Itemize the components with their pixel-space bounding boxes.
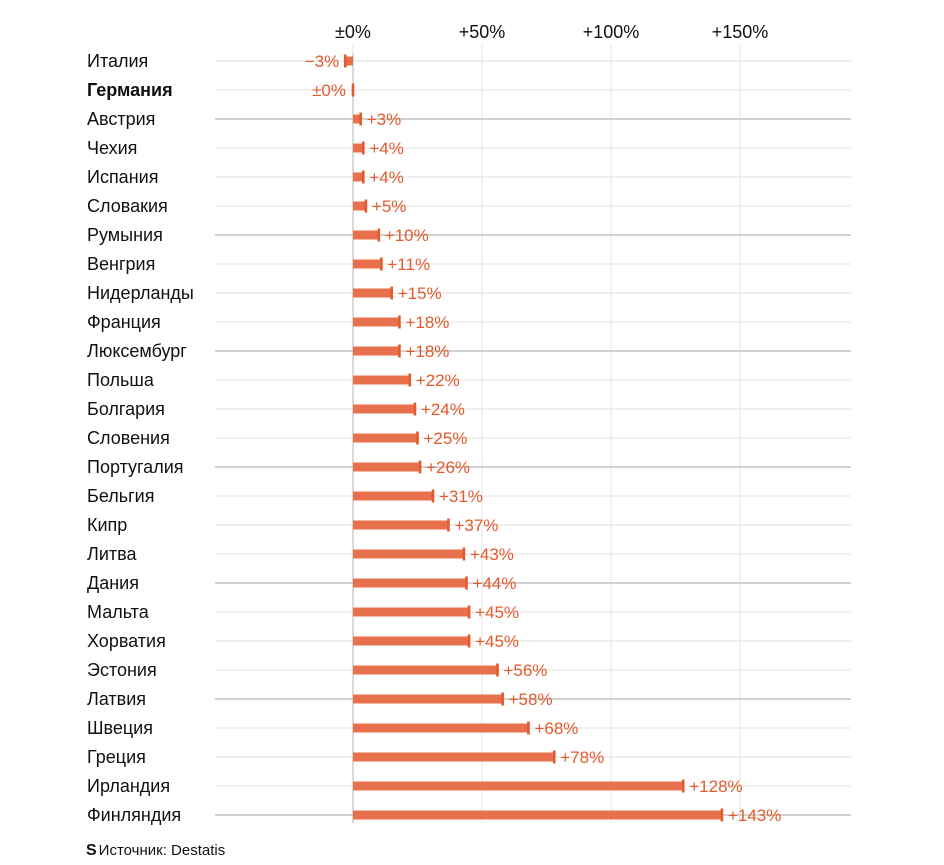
- bar: [353, 289, 392, 298]
- value-label: +3%: [366, 110, 402, 129]
- country-label: Латвия: [87, 689, 147, 709]
- bar-end-cap: [408, 374, 411, 387]
- value-label: +18%: [405, 342, 450, 361]
- value-label: +11%: [387, 255, 431, 274]
- bar: [353, 144, 363, 153]
- value-label: +31%: [438, 487, 483, 506]
- bar: [353, 376, 410, 385]
- bar-end-cap: [344, 55, 347, 68]
- country-label: Франция: [87, 312, 161, 332]
- x-tick-label: +100%: [582, 22, 640, 42]
- bar: [353, 521, 448, 530]
- country-label: Германия: [87, 80, 173, 100]
- value-label: +45%: [475, 632, 520, 651]
- bar-end-cap: [468, 635, 471, 648]
- value-label: +44%: [472, 574, 517, 593]
- bar-end-cap: [496, 664, 499, 677]
- bar-end-cap: [362, 142, 365, 155]
- bar: [353, 318, 399, 327]
- bar: [353, 463, 420, 472]
- source-note: [86, 842, 225, 860]
- bar-end-cap: [468, 606, 471, 619]
- value-label: +56%: [503, 661, 548, 680]
- country-label: Словения: [87, 428, 170, 448]
- country-label: Словакия: [87, 196, 168, 216]
- value-label: +68%: [534, 719, 579, 738]
- bar: [353, 637, 469, 646]
- bar: [353, 608, 469, 617]
- value-label: +143%: [727, 806, 782, 825]
- value-label: +37%: [454, 516, 499, 535]
- value-label: +18%: [405, 313, 450, 332]
- country-label: Чехия: [87, 138, 138, 158]
- value-label: +5%: [371, 197, 407, 216]
- value-label: −3%: [304, 52, 340, 71]
- bar-end-cap: [365, 200, 368, 213]
- bar-end-cap: [416, 432, 419, 445]
- bar-end-cap: [359, 113, 362, 126]
- country-label: Эстония: [87, 660, 157, 680]
- value-label: +25%: [423, 429, 468, 448]
- bar: [353, 231, 379, 240]
- bar-end-cap: [398, 345, 401, 358]
- country-label: Италия: [87, 51, 149, 71]
- value-label: +4%: [369, 139, 404, 158]
- country-label: Мальта: [87, 602, 149, 622]
- bar-end-cap: [380, 258, 383, 271]
- bar: [353, 753, 554, 762]
- bar: [353, 492, 433, 501]
- value-label: +22%: [415, 371, 460, 390]
- country-label: Венгрия: [87, 254, 156, 274]
- bar-end-cap: [682, 780, 685, 793]
- source-text: Источник: Destatis: [98, 842, 226, 859]
- value-label: +43%: [469, 545, 514, 564]
- country-label: Швеция: [87, 718, 153, 738]
- bar-end-cap: [501, 693, 504, 706]
- value-label: +128%: [689, 777, 743, 796]
- value-label: +10%: [384, 226, 429, 245]
- bar-end-cap: [390, 287, 393, 300]
- bar-end-cap: [378, 229, 381, 242]
- bar-end-cap: [463, 548, 466, 561]
- country-label: Испания: [87, 167, 159, 187]
- bar-end-cap: [414, 403, 417, 416]
- value-label: ±0%: [312, 81, 346, 100]
- value-label: +4%: [369, 168, 404, 187]
- bar-end-cap: [362, 171, 365, 184]
- value-label: +58%: [508, 690, 553, 709]
- logo-mark: S: [86, 842, 97, 859]
- bar-end-cap: [352, 84, 355, 97]
- x-tick-label: ±0%: [335, 22, 371, 42]
- bar: [353, 405, 415, 414]
- country-label: Австрия: [87, 109, 156, 129]
- bar: [353, 782, 683, 791]
- value-label: +78%: [560, 748, 605, 767]
- country-label: Литва: [87, 544, 137, 564]
- country-label: Греция: [87, 747, 146, 767]
- value-label: +45%: [475, 603, 520, 622]
- bar-end-cap: [721, 809, 724, 822]
- bar-end-cap: [447, 519, 450, 532]
- value-label: +15%: [397, 284, 442, 303]
- bar: [353, 724, 528, 733]
- bar: [353, 202, 366, 211]
- value-label: +24%: [420, 400, 465, 419]
- country-label: Португалия: [87, 457, 184, 477]
- bar-end-cap: [419, 461, 422, 474]
- country-label: Румыния: [87, 225, 163, 245]
- value-label: +26%: [426, 458, 471, 477]
- bar-end-cap: [553, 751, 556, 764]
- bar: [353, 434, 418, 443]
- country-label: Дания: [87, 573, 139, 593]
- x-tick-label: +50%: [458, 22, 506, 42]
- bar: [353, 811, 722, 820]
- country-label: Люксембург: [87, 341, 187, 361]
- bar-end-cap: [527, 722, 530, 735]
- country-label: Бельгия: [87, 486, 155, 506]
- country-label: Финляндия: [87, 805, 182, 825]
- bar: [353, 173, 363, 182]
- country-label: Болгария: [87, 399, 165, 419]
- country-label: Нидерланды: [87, 283, 194, 303]
- x-tick-label: +150%: [711, 22, 769, 42]
- bar: [353, 550, 464, 559]
- bar: [353, 347, 399, 356]
- bar: [353, 579, 467, 588]
- bar-end-cap: [398, 316, 401, 329]
- bar: [353, 260, 381, 269]
- country-label: Ирландия: [87, 776, 171, 796]
- bar: [353, 666, 497, 675]
- country-label: Кипр: [87, 515, 128, 535]
- country-label: Польша: [87, 370, 154, 390]
- country-label: Хорватия: [87, 631, 166, 651]
- bar-end-cap: [432, 490, 435, 503]
- bar-end-cap: [465, 577, 468, 590]
- bar: [353, 695, 503, 704]
